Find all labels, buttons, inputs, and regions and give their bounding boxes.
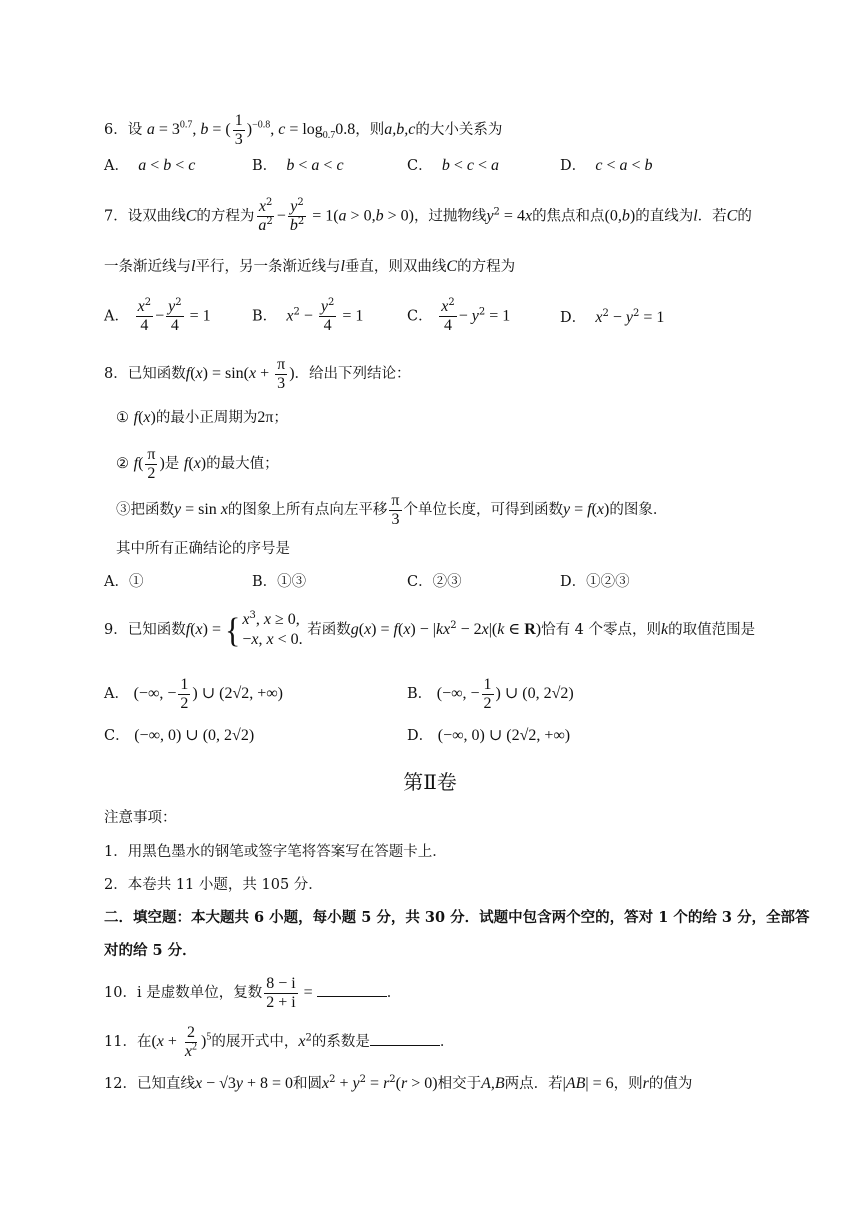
answer-blank[interactable] [317,982,387,997]
question-12: 12．已知直线x − √3y + 8 = 0和圆$x^2 + y^2 = r^2(r > 0)$相交于A,B两点．若|AB| = 6，则r的值为 [104,1074,693,1092]
part-heading-line1: 二．填空题：本大题共 6 小题，每小题 5 分，共 30 分．试题中包含两个空的，答对 1 个的给 3 分，全部答 [104,909,810,926]
part-heading-line2: 对的给 5 分． [104,942,197,959]
q9-option-d: D． (−∞, 0) ∪ (2√2, +∞) [407,727,571,744]
question-6-stem: 6．设 $a = 3^{0.7}$, b = ( $\frac{1}{3}$ )$^{-0.8}$, $c = \log_{0.7}0.8$，则a,b,c的大小关系为 [104,112,503,148]
question-10: 10．i 是虚数单位，复数 $\frac{8 - i}{2 + i}$ = ． [104,975,402,1011]
question-11: 11．在(x + $\frac{2}{x^2}$ )$^5$的展开式中，$x^2$的系数是 ． [104,1024,455,1060]
q8-conclusion-3: ③把函数y = sin x的图象上所有点向左平移 $\frac{\pi}{3}$ 个单位长度，可得到函数y = f(x)的图象． [116,492,668,528]
notice-item-2: 2．本卷共 11 小题，共 105 分． [104,877,323,893]
q6-option-d: D． c < a < b [560,157,653,174]
q7-option-b: B． $x^2$ − $\frac{y^2}{4}$ = 1 [252,297,364,334]
q8-question: 其中所有正确结论的序号是 [116,541,290,557]
q8-option-b: B．①③ [252,574,307,590]
question-8-stem: 8．已知函数f(x) = sin(x + $\frac{\pi}{3}$ )．给出下列结论： [104,356,411,392]
q7-option-d: D． $x^2 - y^2 = 1$ [560,308,665,326]
answer-blank[interactable] [370,1031,440,1046]
q6-option-c: C． b < c < a [407,157,499,174]
q6-option-a: A． a < b < c [104,157,196,174]
notice-item-1: 1．用黑色墨水的钢笔或签字笔将答案写在答题卡上． [104,844,447,860]
q9-option-b: B． (−∞, − $\frac{1}{2}$ ) ∪ (0, 2√2) [407,676,574,712]
question-7-stem: 7．设双曲线C的方程为 $\frac{x^2}{a^2}$ − $\frac{y^2}{b^2}$ = 1(a > 0,b > 0)，过抛物线$y^2 = 4x$的焦点和点(0,b)的直线为l．若C的 [104,197,752,234]
question-number: 6． [104,122,128,139]
q7-option-a: A． $\frac{x^2}{4}$ − $\frac{y^2}{4}$ = 1 [104,297,211,334]
q8-conclusion-1: ① f(x)的最小正周期为2π； [116,409,288,426]
q6-option-b: B． b < a < c [252,157,344,174]
question-9-stem: 9．已知函数f(x) = { $x^3$, x ≥ 0, −x, x < 0. 若函数$g(x) = f(x) - |kx^2 - 2x|(k$ ∈ R)恰有 4 个零点，则k的取值范围是 [104,610,756,650]
notice-heading: 注意事项： [104,810,177,826]
q7-option-c: C． $\frac{x^2}{4}$ − $y^2 = 1$ [407,297,511,334]
q8-option-d: D．①②③ [560,574,630,590]
q8-option-a: A．① [104,574,144,590]
question-7-line2: 一条渐近线与l平行，另一条渐近线与l垂直，则双曲线C的方程为 [104,258,516,275]
q9-option-c: C． (−∞, 0) ∪ (0, 2√2) [104,727,255,744]
q8-conclusion-2: ② f( $\frac{\pi}{2}$ )是 f(x)的最大值； [116,446,279,482]
q9-option-a: A． (−∞, − $\frac{1}{2}$ ) ∪ (2√2, +∞) [104,676,283,712]
q8-option-c: C．②③ [407,574,462,590]
section-title: 第Ⅱ卷 [403,770,457,794]
